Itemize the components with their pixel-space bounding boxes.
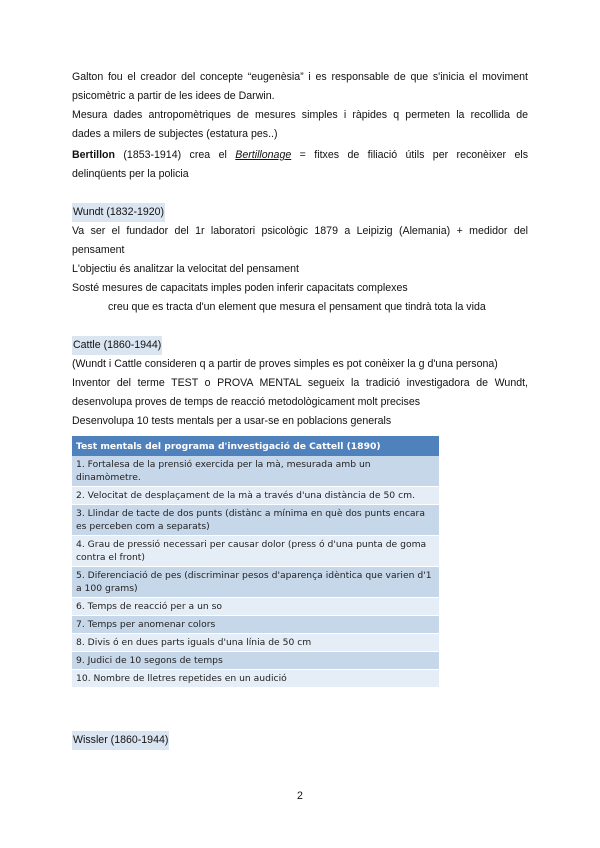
- table-cell: 6. Temps de reacció per a un so: [72, 598, 439, 616]
- wundt-line-2: pensament: [72, 244, 125, 256]
- wundt-line-5: creu que es tracta d'un element que mesura el pensament que tindrà tota la vida: [108, 301, 486, 313]
- table-row: [72, 456, 439, 487]
- cattell-tests-table: [72, 436, 439, 688]
- cattle-heading: Cattle (1860-1944): [72, 336, 162, 355]
- table-cell: 9. Judici de 10 segons de temps: [72, 652, 439, 670]
- bertillonage-term: Bertillonage: [235, 149, 292, 161]
- bertillon-paragraph: [72, 146, 528, 165]
- table-cell: 7. Temps per anomenar colors: [72, 616, 439, 634]
- table-cell: 2. Velocitat de desplaçament de la mà a través d'una distància de 50 cm.: [72, 487, 439, 505]
- galton-line-1: Galton fou el creador del concepte “eugenèsia” i es responsable de que s'inicia el moviment: [72, 71, 528, 83]
- table-row: [72, 634, 439, 652]
- cattle-line-4: Desenvolupa 10 tests mentals per a usar-se en poblacions generals: [72, 415, 392, 427]
- wundt-heading-line: [72, 203, 528, 222]
- table-cell: 4. Grau de pressió necessari per causar dolor (press ó d'una punta de goma contra el front): [72, 536, 439, 567]
- table-row: [72, 567, 439, 598]
- table-cell: 1. Fortalesa de la prensió exercida per la mà, mesurada amb un dinamòmetre.: [72, 456, 439, 487]
- galton-line-2: psicomètric a partir de les idees de Darwin.: [72, 90, 275, 102]
- table-header-row: [72, 436, 439, 456]
- table-cell: 10. Nombre de lletres repetides en un audició: [72, 670, 439, 688]
- bertillon-text-b: = fitxes de filiació útils per reconèixer els: [291, 149, 528, 161]
- page-number: 2: [297, 790, 303, 802]
- table-row: [72, 670, 439, 688]
- wissler-heading-line: [72, 731, 528, 750]
- cattle-line-3: desenvolupa proves de temps de reacció metodològicament molt precises: [72, 396, 421, 408]
- cattle-heading-line: [72, 336, 528, 355]
- galton-line-4: dades a milers de subjectes (estatura pes..): [72, 128, 278, 140]
- wundt-line-4: Sosté mesures de capacitats imples poden inferir capacitats complexes: [72, 282, 408, 294]
- table-cell: 8. Divis ó en dues parts iguals d'una línia de 50 cm: [72, 634, 439, 652]
- table-cell: 3. Llindar de tacte de dos punts (distànc a mínima en què dos punts encara es perceben com a separats): [72, 505, 439, 536]
- table-row: [72, 616, 439, 634]
- cattle-line-1: (Wundt i Cattle consideren q a partir de proves simples es pot conèixer la g d'una persona): [72, 358, 498, 370]
- wundt-heading: Wundt (1832-1920): [72, 203, 165, 222]
- wundt-line-3: L'objectiu és analitzar la velocitat del pensament: [72, 263, 299, 275]
- table-cell: 5. Diferenciació de pes (discriminar pesos d'aparença idèntica que varien d'1 a 100 grams): [72, 567, 439, 598]
- table-row: [72, 505, 439, 536]
- table-row: [72, 536, 439, 567]
- table-row: [72, 598, 439, 616]
- table-header: Test mentals del programa d'investigació de Cattell (1890): [72, 436, 439, 456]
- table-row: [72, 487, 439, 505]
- galton-line-3: Mesura dades antropomètriques de mesures simples i ràpides q permeten la recollida de: [72, 109, 528, 121]
- wundt-line-1: Va ser el fundador del 1r laboratori psicològic 1879 a Leipizig (Alemania) + medidor del: [72, 225, 528, 237]
- bertillon-text-a: (1853-1914) crea el: [114, 149, 236, 161]
- cattle-line-2: Inventor del terme TEST o PROVA MENTAL segueix la tradició investigadora de Wundt,: [72, 377, 528, 389]
- table-row: [72, 652, 439, 670]
- wissler-heading: Wissler (1860-1944): [72, 731, 169, 750]
- bertillon-name: Bertillon: [72, 149, 115, 161]
- bertillon-line-2: delinqüents per la policia: [72, 168, 189, 180]
